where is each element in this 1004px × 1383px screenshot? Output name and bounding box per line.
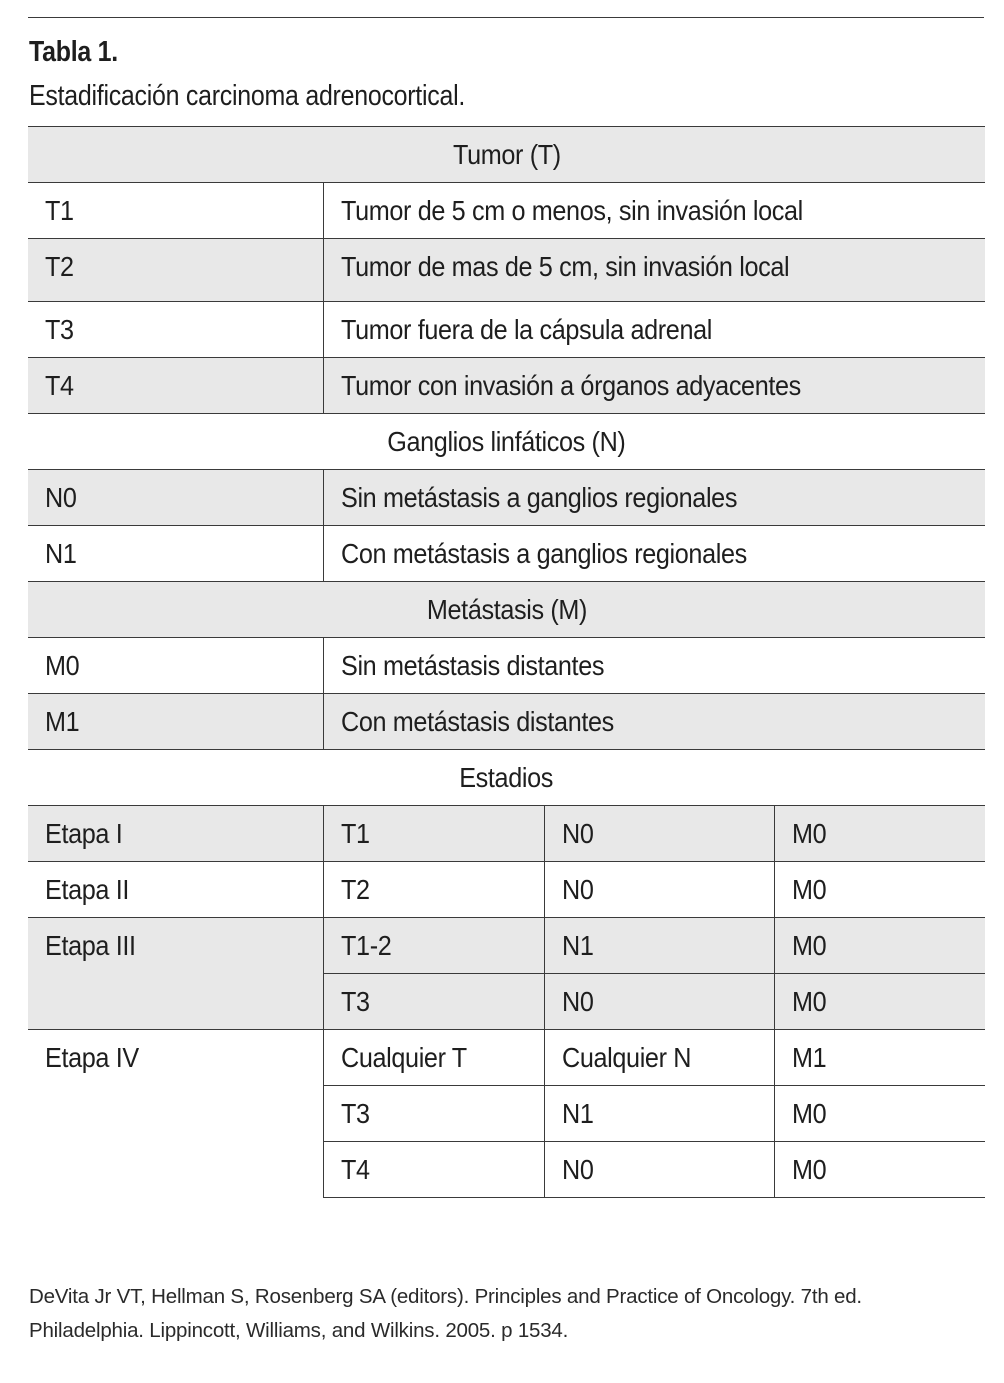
- n-cell: N0: [544, 806, 774, 862]
- t-cell: T3: [323, 974, 544, 1030]
- table-row: [28, 526, 985, 582]
- code-cell: T4: [28, 358, 323, 414]
- source-line: Philadelphia. Lippincott, Williams, and Wilkins. 2005. p 1534.: [29, 1319, 569, 1342]
- table-row: [28, 638, 985, 694]
- code-cell: N0: [28, 470, 323, 526]
- stage-cell: Etapa I: [28, 806, 323, 862]
- section-header-tumor: Tumor (T): [28, 127, 985, 183]
- m-cell: M0: [774, 1086, 985, 1142]
- description-cell: Tumor con invasión a órganos adyacentes: [323, 358, 985, 414]
- code-cell: T3: [28, 302, 323, 358]
- description-cell: Sin metástasis distantes: [323, 638, 985, 694]
- section-header-nodes: Ganglios linfáticos (N): [28, 414, 985, 470]
- t-cell: T2: [323, 862, 544, 918]
- section-header-stages: Estadios: [28, 750, 985, 806]
- stage-cell: Etapa II: [28, 862, 323, 918]
- m-cell: M0: [774, 974, 985, 1030]
- t-cell: T1-2: [323, 918, 544, 974]
- section-header-row: [28, 750, 985, 806]
- table-row: [28, 806, 985, 862]
- table-row: [28, 694, 985, 750]
- table-row: [28, 470, 985, 526]
- n-cell: N1: [544, 1086, 774, 1142]
- code-cell: T2: [28, 239, 323, 302]
- t-cell: T1: [323, 806, 544, 862]
- section-header-row: [28, 582, 985, 638]
- section-header-metastasis: Metástasis (M): [28, 582, 985, 638]
- m-cell: M1: [774, 1030, 985, 1086]
- description-cell: Tumor de 5 cm o menos, sin invasión local: [323, 183, 985, 239]
- table-row: [28, 183, 985, 239]
- table-row: [28, 239, 985, 302]
- table-title: Tabla 1.: [29, 36, 118, 68]
- description-cell: Con metástasis distantes: [323, 694, 985, 750]
- description-cell: Sin metástasis a ganglios regionales: [323, 470, 985, 526]
- section-header-row: [28, 127, 985, 183]
- table-row: [28, 358, 985, 414]
- n-cell: N0: [544, 1142, 774, 1198]
- table-row: [28, 1030, 985, 1086]
- source-line: DeVita Jr VT, Hellman S, Rosenberg SA (editors). Principles and Practice of Oncology. 7th ed.: [29, 1285, 862, 1308]
- top-divider: [28, 17, 984, 18]
- staging-table: [28, 126, 985, 1198]
- stage-cell: Etapa IV: [28, 1030, 323, 1198]
- m-cell: M0: [774, 918, 985, 974]
- description-cell: Con metástasis a ganglios regionales: [323, 526, 985, 582]
- code-cell: M1: [28, 694, 323, 750]
- table-row: [28, 302, 985, 358]
- n-cell: N0: [544, 862, 774, 918]
- description-cell: Tumor fuera de la cápsula adrenal: [323, 302, 985, 358]
- n-cell: N0: [544, 974, 774, 1030]
- description-cell: Tumor de mas de 5 cm, sin invasión local: [323, 239, 985, 302]
- code-cell: T1: [28, 183, 323, 239]
- code-cell: M0: [28, 638, 323, 694]
- m-cell: M0: [774, 1142, 985, 1198]
- table-subtitle: Estadificación carcinoma adrenocortical.: [29, 80, 466, 112]
- stage-cell: Etapa III: [28, 918, 323, 1030]
- code-cell: N1: [28, 526, 323, 582]
- t-cell: T4: [323, 1142, 544, 1198]
- table-row: [28, 862, 985, 918]
- n-cell: N1: [544, 918, 774, 974]
- t-cell: T3: [323, 1086, 544, 1142]
- m-cell: M0: [774, 806, 985, 862]
- table-row: [28, 918, 985, 974]
- source-citation: [29, 1280, 989, 1348]
- n-cell: Cualquier N: [544, 1030, 774, 1086]
- t-cell: Cualquier T: [323, 1030, 544, 1086]
- section-header-row: [28, 414, 985, 470]
- m-cell: M0: [774, 862, 985, 918]
